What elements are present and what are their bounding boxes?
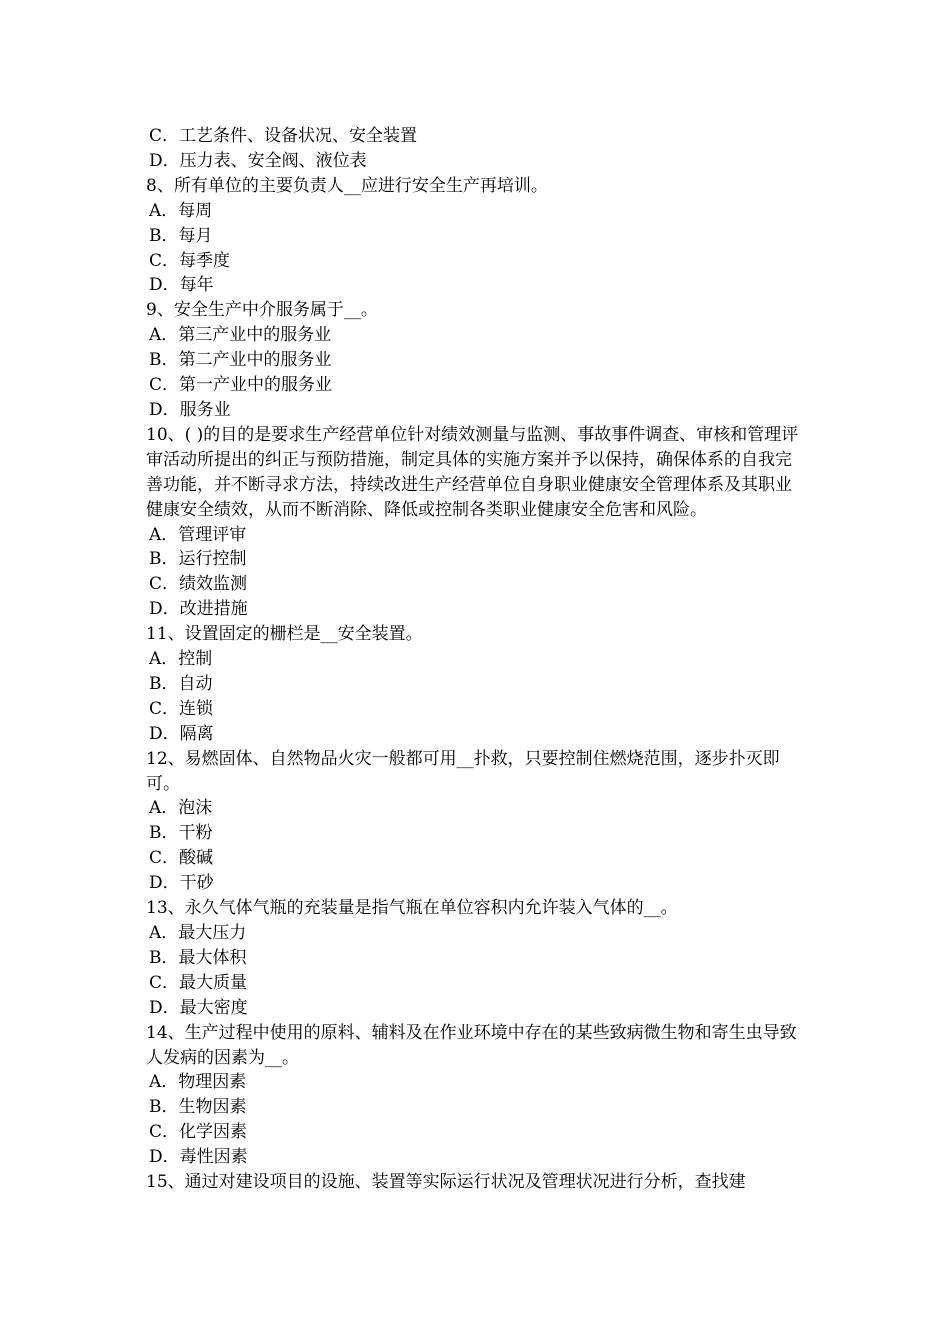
option-a: A．物理因素 [149,1072,247,1093]
option-d: D．干砂 [149,873,214,894]
option-c: C．最大质量 [149,972,248,993]
option-a: A．最大压力 [149,923,247,943]
question-stem: 15、通过对建设项目的设施、装置等实际运行状况及管理状况进行分析，查找建 [146,1172,746,1193]
option-a: A．控制 [149,649,213,670]
option-b: B．运行控制 [149,549,247,570]
option-c: C．酸碱 [149,848,214,869]
option-b: B．干粉 [149,823,213,844]
question-10 [146,423,808,622]
document-page [146,124,808,1195]
option-d: D．改进措施 [149,599,248,620]
option-d: D．最大密度 [149,997,248,1018]
question-stem: 12、易燃固体、自然物品火灾一般都可用__扑救，只要控制住燃烧范围，逐步扑灭即可。 [146,748,780,794]
question-9 [146,298,808,423]
option-d: D．服务业 [149,399,231,420]
option-c: C．连锁 [149,698,214,719]
option-b: B．最大体积 [149,947,247,968]
option-c: C．第一产业中的服务业 [149,375,333,396]
option-c: C．工艺条件、设备状况、安全装置 [149,126,418,146]
option-b: B．生物因素 [149,1097,247,1118]
option-a: A．管理评审 [149,524,247,545]
option-d: D．隔离 [149,723,214,744]
question-stem: 13、永久气体气瓶的充装量是指气瓶在单位容积内允许装入气体的__。 [146,898,678,919]
question-stem: 11、设置固定的栅栏是__安全装置。 [146,624,423,645]
option-c: C．绩效监测 [149,574,248,595]
option-d: D．压力表、安全阀、液位表 [149,150,367,171]
option-c: C．化学因素 [149,1122,248,1143]
option-b: B．每月 [149,225,213,246]
question-stem: 10、( )的目的是要求生产经营单位针对绩效测量与监测、事故事件调查、审核和管理评审活动所提出的纠正与预防措施，制定具体的实施方案并予以保持，确保体系的自我完善功能，并不断寻求方法，持续改进生产经营单位自身职业健康安全管理体系及其职业健康安全绩效，从而不断消除、降低或控制各类职业健康安全危害和风险。 [146,424,799,520]
question-8 [146,174,808,299]
question-stem: 8、所有单位的主要负责人__应进行安全生产再培训。 [146,175,548,196]
question-15 [146,1170,808,1195]
option-a: A．第三产业中的服务业 [149,325,332,346]
option-c: C．每季度 [149,250,231,271]
question-13 [146,896,808,1021]
option-b: B．自动 [149,673,213,694]
question-11 [146,622,808,747]
question-12 [146,747,808,896]
question-stem: 9、安全生产中介服务属于__。 [146,300,378,321]
option-a: A．泡沫 [149,798,213,819]
question-stem: 14、生产过程中使用的原料、辅料及在作业环境中存在的某些致病微生物和寄生虫导致人发病的因素为__。 [146,1022,797,1068]
option-d: D．每年 [149,275,214,296]
option-b: B．第二产业中的服务业 [149,350,332,371]
option-d: D．毒性因素 [149,1147,248,1168]
option-a: A．每周 [149,200,213,221]
question-14 [146,1021,808,1170]
